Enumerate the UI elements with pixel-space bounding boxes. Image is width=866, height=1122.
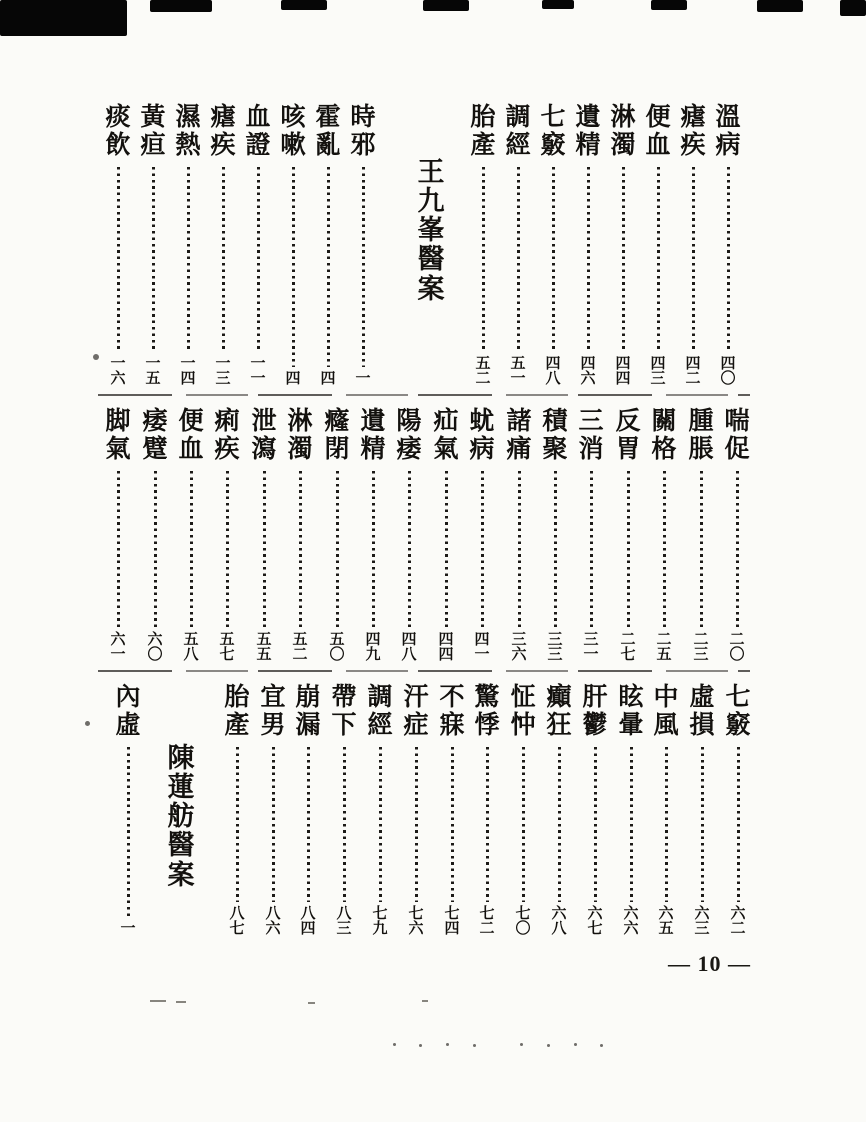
- dotted-leader: [736, 471, 739, 628]
- scan-speck: [547, 1044, 550, 1047]
- dotted-leader: [517, 167, 520, 352]
- toc-entry: [365, 684, 395, 938]
- toc-entry-label: 調經: [367, 684, 393, 739]
- toc-entry: [687, 684, 717, 938]
- toc-entry: [222, 684, 252, 938]
- scan-artifact: [281, 0, 327, 10]
- toc-entry: [503, 104, 533, 388]
- dotted-leader: [222, 167, 225, 352]
- toc-entry-page-number: 七〇: [515, 905, 531, 938]
- dotted-leader: [558, 747, 561, 902]
- scan-speck: [93, 354, 99, 360]
- dotted-leader: [327, 167, 330, 367]
- toc-entry-label: 痿躄: [142, 408, 168, 463]
- dotted-leader: [152, 167, 155, 352]
- toc-entry: [140, 408, 170, 664]
- toc-entry-page-number: 五八: [183, 631, 199, 664]
- toc-entry-label: 反胃: [615, 408, 641, 463]
- dotted-leader: [700, 471, 703, 628]
- toc-entry: [540, 408, 570, 664]
- toc-entry-page-number: 七二: [479, 905, 495, 938]
- dotted-leader: [627, 471, 630, 628]
- dotted-leader: [587, 167, 590, 352]
- toc-entry: [431, 408, 461, 664]
- toc-entry-page-number: 四二: [685, 355, 701, 388]
- toc-entry-label: 內虛: [115, 684, 141, 739]
- dotted-leader: [727, 167, 730, 352]
- toc-entry: [249, 408, 279, 664]
- dotted-leader: [737, 747, 740, 902]
- toc-entry-label: 血證: [245, 104, 271, 159]
- toc-entry-page-number: 四一: [474, 631, 490, 664]
- scan-artifact: [150, 0, 212, 12]
- scan-speck: [446, 1043, 449, 1046]
- toc-entry-page-number: 六三: [694, 905, 710, 938]
- dotted-leader: [665, 747, 668, 902]
- toc-entry: [538, 104, 568, 388]
- toc-entry: [608, 104, 638, 388]
- scan-artifact: [840, 0, 866, 16]
- toc-entry-page-number: 一三: [215, 355, 231, 388]
- dotted-leader: [372, 471, 375, 628]
- toc-entry: [651, 684, 681, 938]
- toc-entry-label: 便血: [645, 104, 671, 159]
- dotted-leader: [117, 167, 120, 352]
- dotted-leader: [663, 471, 666, 628]
- toc-entry: [176, 408, 206, 664]
- dotted-leader: [187, 167, 190, 352]
- dotted-leader: [622, 167, 625, 352]
- toc-entry-page-number: 六五: [658, 905, 674, 938]
- toc-entry-label: 痢疾: [214, 408, 240, 463]
- toc-entry-label: 關格: [651, 408, 677, 463]
- dotted-leader: [299, 471, 302, 628]
- toc-entry: [649, 408, 679, 664]
- scan-artifact: [542, 0, 574, 9]
- dotted-leader: [117, 471, 120, 628]
- dotted-leader: [590, 471, 593, 628]
- toc-entry: [103, 408, 133, 664]
- toc-entry-page-number: 四: [320, 371, 336, 388]
- toc-entry-label: 泄瀉: [251, 408, 277, 463]
- toc-entry-label: 宜男: [260, 684, 286, 739]
- scan-speck: [85, 721, 90, 726]
- toc-entry: [508, 684, 538, 938]
- toc-entry-page-number: 四: [285, 371, 301, 388]
- dotted-leader: [362, 167, 365, 367]
- dotted-leader: [408, 471, 411, 628]
- toc-entry-label: 三消: [578, 408, 604, 463]
- toc-entry-page-number: 六七: [587, 905, 603, 938]
- toc-entry: [544, 684, 574, 938]
- toc-entry-label: 霍亂: [315, 104, 341, 159]
- scan-speck: [150, 1000, 166, 1002]
- toc-entry-label: 調經: [505, 104, 531, 159]
- dotted-leader: [692, 167, 695, 352]
- toc-entry-page-number: 二〇: [729, 631, 745, 664]
- toc-entry-label: 眩暈: [618, 684, 644, 739]
- toc-entry-label: 瘧疾: [680, 104, 706, 159]
- toc-entry-page-number: 八四: [300, 905, 316, 938]
- toc-entry: [616, 684, 646, 938]
- toc-entry-label: 蚘病: [469, 408, 495, 463]
- toc-entry: [313, 104, 343, 388]
- toc-entry-page-number: 六〇: [147, 631, 163, 664]
- toc-entry-page-number: 四八: [401, 631, 417, 664]
- toc-entry-page-number: 四四: [438, 631, 454, 664]
- toc-entry-label: 黃疸: [140, 104, 166, 159]
- toc-entry-label: 喘促: [724, 408, 750, 463]
- toc-entry-page-number: 四六: [580, 355, 596, 388]
- toc-entry: [723, 684, 753, 938]
- toc-entry-page-number: 二五: [656, 631, 672, 664]
- toc-entry: [103, 104, 133, 388]
- scan-speck: [574, 1043, 577, 1046]
- dotted-leader: [257, 167, 260, 352]
- scan-speck: [520, 1043, 523, 1046]
- toc-entry: [401, 684, 431, 938]
- toc-entry-label: 痰飲: [105, 104, 131, 159]
- toc-entry: [576, 408, 606, 664]
- dotted-leader: [292, 167, 295, 367]
- toc-entry: [468, 104, 498, 388]
- toc-entry-page-number: 八六: [265, 905, 281, 938]
- toc-entry: [278, 104, 308, 388]
- scan-artifact: [757, 0, 803, 12]
- scan-line: [98, 394, 750, 396]
- dotted-leader: [263, 471, 266, 628]
- dotted-leader: [481, 471, 484, 628]
- toc-entry-label: 遺精: [575, 104, 601, 159]
- toc-entry-page-number: 六一: [110, 631, 126, 664]
- scan-speck: [393, 1043, 396, 1046]
- toc-entry: [258, 684, 288, 938]
- toc-entry: [329, 684, 359, 938]
- dotted-leader: [154, 471, 157, 628]
- toc-entry-page-number: 四〇: [720, 355, 736, 388]
- toc-entry-page-number: 四九: [365, 631, 381, 664]
- toc-entry: [713, 104, 743, 388]
- toc-entry-page-number: 六二: [730, 905, 746, 938]
- toc-entry-page-number: 六六: [623, 905, 639, 938]
- toc-entry: [113, 684, 143, 938]
- toc-entry-page-number: 五七: [219, 631, 235, 664]
- toc-entry-label: 汗症: [403, 684, 429, 739]
- dotted-leader: [226, 471, 229, 628]
- toc-entry-label: 濕熱: [175, 104, 201, 159]
- toc-entry-page-number: 七九: [372, 905, 388, 938]
- toc-entry-page-number: 三六: [511, 631, 527, 664]
- toc-entry: [437, 684, 467, 938]
- dotted-leader: [307, 747, 310, 902]
- toc-entry-label: 脚氣: [105, 408, 131, 463]
- toc-entry-label: 便血: [178, 408, 204, 463]
- toc-entry: [208, 104, 238, 388]
- toc-entry: [504, 408, 534, 664]
- toc-entry: [138, 104, 168, 388]
- toc-entry-label: 中風: [653, 684, 679, 739]
- scan-artifact: [651, 0, 687, 10]
- toc-entry: [580, 684, 610, 938]
- toc-entry: [472, 684, 502, 938]
- dotted-leader: [445, 471, 448, 628]
- toc-entry: [678, 104, 708, 388]
- dotted-leader: [451, 747, 454, 902]
- section-title: 陳蓮舫醫案: [167, 743, 195, 890]
- toc-entry-label: 癃閉: [324, 408, 350, 463]
- page-number: — 10 —: [668, 951, 751, 976]
- toc-entry-page-number: 一六: [110, 355, 126, 388]
- toc-entry-label: 胎產: [470, 104, 496, 159]
- dotted-leader: [657, 167, 660, 352]
- toc-entry-page-number: 七六: [408, 905, 424, 938]
- toc-entry-page-number: 一五: [145, 355, 161, 388]
- toc-entry: [173, 104, 203, 388]
- toc-entry-label: 時邪: [350, 104, 376, 159]
- dotted-leader: [272, 747, 275, 902]
- toc-entry-label: 怔忡: [510, 684, 536, 739]
- dotted-leader: [482, 167, 485, 352]
- toc-entry-page-number: 一: [120, 921, 136, 938]
- toc-entry: [686, 408, 716, 664]
- dotted-leader: [336, 471, 339, 628]
- toc-entry: [394, 408, 424, 664]
- toc-entry: [358, 408, 388, 664]
- toc-entry-label: 胎產: [224, 684, 250, 739]
- toc-entry-label: 諸痛: [506, 408, 532, 463]
- toc-entry-label: 七竅: [540, 104, 566, 159]
- scan-speck: [308, 1002, 315, 1004]
- toc-entry-page-number: 八七: [229, 905, 245, 938]
- toc-entry: [722, 408, 752, 664]
- dotted-leader: [630, 747, 633, 902]
- toc-entry-page-number: 五〇: [329, 631, 345, 664]
- toc-entry: [243, 104, 273, 388]
- toc-entry-label: 淋濁: [610, 104, 636, 159]
- toc-entry-label: 咳嗽: [280, 104, 306, 159]
- toc-entry-label: 帶下: [331, 684, 357, 739]
- toc-entry-page-number: 五二: [475, 355, 491, 388]
- toc-entry-label: 陽痿: [396, 408, 422, 463]
- dotted-leader: [554, 471, 557, 628]
- toc-entry-label: 癲狂: [546, 684, 572, 739]
- toc-entry: [467, 408, 497, 664]
- toc-entry-label: 驚悸: [474, 684, 500, 739]
- toc-entry-page-number: 五五: [256, 631, 272, 664]
- scan-speck: [176, 1001, 186, 1003]
- toc-entry-page-number: 七四: [444, 905, 460, 938]
- toc-entry-label: 淋濁: [287, 408, 313, 463]
- toc-entry: [573, 104, 603, 388]
- toc-entry-page-number: 五一: [510, 355, 526, 388]
- toc-entry-page-number: 四四: [615, 355, 631, 388]
- scan-speck: [473, 1044, 476, 1047]
- toc-entry-label: 積聚: [542, 408, 568, 463]
- scan-artifact: [0, 0, 127, 36]
- dotted-leader: [594, 747, 597, 902]
- toc-entry: [293, 684, 323, 938]
- toc-entry-label: 不寐: [439, 684, 465, 739]
- dotted-leader: [701, 747, 704, 902]
- toc-entry-page-number: 一一: [250, 355, 266, 388]
- toc-entry-page-number: 四八: [545, 355, 561, 388]
- toc-entry-page-number: 二三: [693, 631, 709, 664]
- toc-entry-page-number: 八三: [336, 905, 352, 938]
- section-title: 王九峯醫案: [417, 157, 445, 304]
- toc-entry: [212, 408, 242, 664]
- scan-speck: [419, 1044, 422, 1047]
- dotted-leader: [552, 167, 555, 352]
- toc-entry-label: 崩漏: [295, 684, 321, 739]
- toc-entry-label: 七竅: [725, 684, 751, 739]
- toc-entry-label: 瘧疾: [210, 104, 236, 159]
- dotted-leader: [236, 747, 239, 902]
- dotted-leader: [518, 471, 521, 628]
- toc-entry-page-number: 一: [355, 371, 371, 388]
- toc-entry-page-number: 一四: [180, 355, 196, 388]
- toc-entry-label: 遺精: [360, 408, 386, 463]
- dotted-leader: [486, 747, 489, 902]
- toc-entry: [643, 104, 673, 388]
- scan-speck: [600, 1044, 603, 1047]
- toc-entry-page-number: 二七: [620, 631, 636, 664]
- dotted-leader: [343, 747, 346, 902]
- toc-entry-page-number: 三一: [583, 631, 599, 664]
- toc-entry-label: 肝鬱: [582, 684, 608, 739]
- scan-line: [98, 670, 750, 672]
- toc-entry-page-number: 五二: [292, 631, 308, 664]
- toc-entry-label: 虛損: [689, 684, 715, 739]
- dotted-leader: [127, 747, 130, 917]
- toc-entry: [322, 408, 352, 664]
- toc-entry: [285, 408, 315, 664]
- dotted-leader: [190, 471, 193, 628]
- toc-entry-label: 疝氣: [433, 408, 459, 463]
- toc-entry-label: 溫病: [715, 104, 741, 159]
- toc-entry: [348, 104, 378, 388]
- dotted-leader: [379, 747, 382, 902]
- toc-entry-page-number: 四三: [650, 355, 666, 388]
- dotted-leader: [522, 747, 525, 902]
- toc-entry-page-number: 三三: [547, 631, 563, 664]
- toc-entry-page-number: 六八: [551, 905, 567, 938]
- toc-entry-label: 腫脹: [688, 408, 714, 463]
- scan-speck: [422, 1000, 428, 1002]
- scan-artifact: [423, 0, 469, 11]
- dotted-leader: [415, 747, 418, 902]
- toc-entry: [613, 408, 643, 664]
